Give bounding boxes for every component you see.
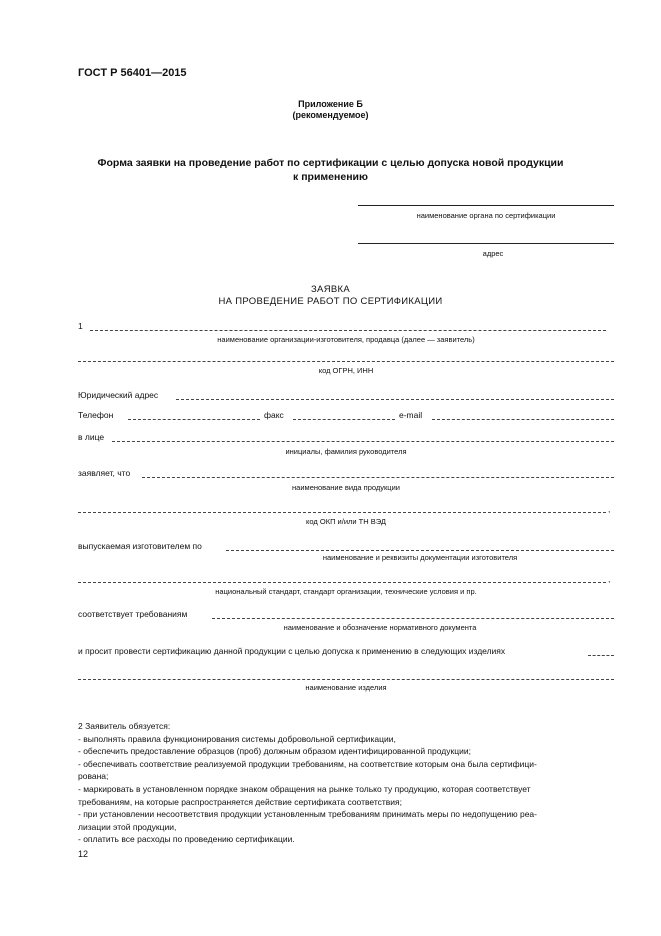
form-title-line1: Форма заявки на проведение работ по сертификации с целью допуска новой продукции xyxy=(97,157,564,169)
asks-field[interactable] xyxy=(588,655,614,656)
standard-comma: , xyxy=(608,574,611,584)
obligation-line: - обеспечивать соответствие реализуемой продукции требованиям, на соответствие которым она была сертифици- xyxy=(78,758,537,769)
applicant-field[interactable] xyxy=(90,330,606,331)
obligation-line: лизации этой продукции, xyxy=(78,821,177,832)
appendix-block xyxy=(0,99,661,121)
page-number: 12 xyxy=(78,849,89,859)
request-heading xyxy=(0,284,661,308)
email-label: e-mail xyxy=(399,410,423,420)
doc-field[interactable] xyxy=(226,550,614,551)
normdoc-field[interactable] xyxy=(212,618,614,619)
declares-label: заявляет, что xyxy=(78,468,131,478)
legal-address-label: Юридический адрес xyxy=(78,390,159,400)
appendix-title: Приложение Б xyxy=(298,99,363,109)
obligation-line: - оплатить все расходы по проведению сертификации. xyxy=(78,834,295,845)
in-person-label: в лице xyxy=(78,432,105,442)
request-title: ЗАЯВКА xyxy=(311,284,350,295)
head-caption: инициалы, фамилия руководителя xyxy=(285,447,407,456)
okp-field[interactable] xyxy=(78,512,606,513)
legal-address-field[interactable] xyxy=(176,399,614,400)
item-caption: наименование изделия xyxy=(305,683,387,692)
form-title xyxy=(0,156,661,184)
item-field[interactable] xyxy=(78,679,614,680)
product-field[interactable] xyxy=(142,477,614,478)
organ-caption: наименование органа по сертификации xyxy=(416,211,556,220)
head-field[interactable] xyxy=(112,441,614,442)
obligation-line: - обеспечить предоставление образцов (проб) должным образом идентифицированной продукции; xyxy=(78,746,471,757)
email-field[interactable] xyxy=(432,419,614,420)
obligation-line: рована; xyxy=(78,771,109,782)
phone-label: Телефон xyxy=(78,410,114,420)
organ-field[interactable] xyxy=(358,205,614,206)
standard-field[interactable] xyxy=(78,582,606,583)
obligation-line: - маркировать в установленном порядке знаком обращения на рынке только ту продукцию, которая соответствует xyxy=(78,783,531,794)
phone-field[interactable] xyxy=(128,419,260,420)
ogrn-caption: код ОГРН, ИНН xyxy=(318,366,374,375)
address-field[interactable] xyxy=(358,243,614,244)
obligations-section xyxy=(78,720,618,846)
fax-field[interactable] xyxy=(293,419,395,420)
form-title-line2: к применению xyxy=(293,171,368,183)
complies-label: соответствует требованиям xyxy=(78,609,188,619)
obligations-heading: 2 Заявитель обязуется: xyxy=(78,721,171,731)
okp-comma: , xyxy=(608,504,611,514)
item-number: 1 xyxy=(78,321,83,331)
produced-label: выпускаемая изготовителем по xyxy=(78,541,202,551)
product-caption: наименование вида продукции xyxy=(292,483,400,492)
normdoc-caption: наименование и обозначение нормативного документа xyxy=(283,623,477,632)
doc-caption: наименование и реквизиты документации изготовителя xyxy=(322,553,518,562)
obligation-line: - выполнять правила функционирования системы добровольной сертификации, xyxy=(78,733,396,744)
fax-label: факс xyxy=(264,410,284,420)
asks-label: и просит провести сертификацию данной продукции с целью допуска к применению в следующих изделиях xyxy=(78,646,506,656)
obligation-line: - при установлении несоответствия продукции установленным требованиям принимать меры по недопущению реа- xyxy=(78,809,537,820)
okp-caption: код ОКП и/или ТН ВЭД xyxy=(306,517,386,526)
appendix-note: (рекомендуемое) xyxy=(292,110,369,120)
address-caption: адрес xyxy=(482,249,504,258)
standard-header: ГОСТ Р 56401—2015 xyxy=(78,67,187,79)
ogrn-field[interactable] xyxy=(78,361,614,362)
obligation-line: требованиям, на которые распространяется действие сертификата соответствия; xyxy=(78,796,403,807)
standard-caption: национальный стандарт, стандарт организации, технические условия и пр. xyxy=(215,587,477,596)
request-subtitle: НА ПРОВЕДЕНИЕ РАБОТ ПО СЕРТИФИКАЦИИ xyxy=(218,296,443,307)
applicant-caption: наименование организации-изготовителя, продавца (далее — заявитель) xyxy=(217,335,475,344)
